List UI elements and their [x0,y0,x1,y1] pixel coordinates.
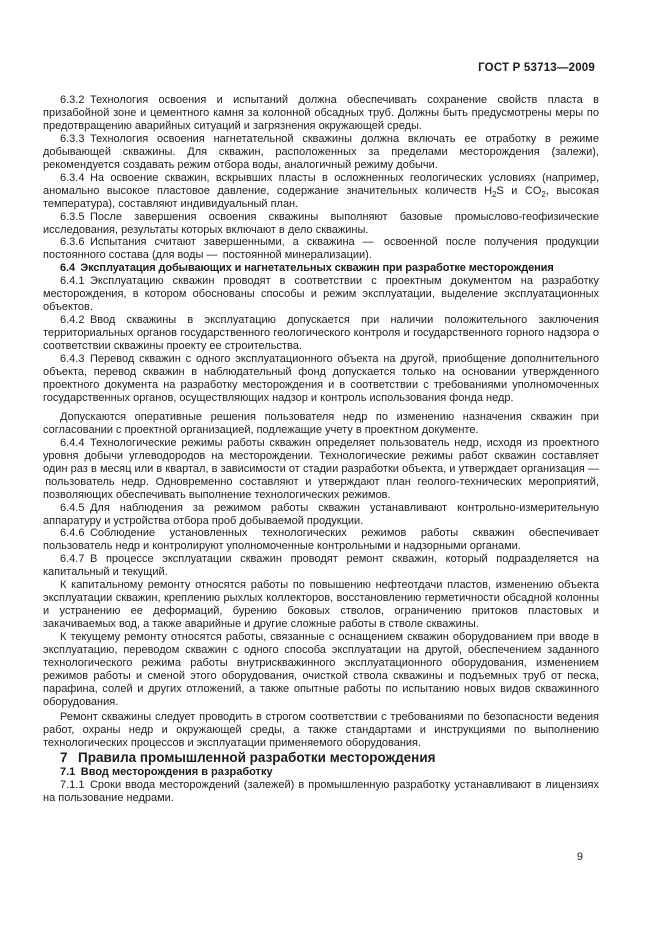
paragraph-6-4-4: 6.4.4 Технологические режимы работы скважин определяет пользователь недр, исходя из проектного уровня добычи углеводородов на месторождении. Технологические режимы работ скважин составляет один раз в месяц или в квартал, в зависимости от стадии разработки объекта, и утверждает организация — пользователь недр. Одновременно составляют и утверждают план геолого-технических мероприятий, позволяющих обеспечивать выполнение технологических режимов. [43,436,599,501]
subsection-heading-6-4: 6.4 Эксплуатация добывающих и нагнетательных скважин при разработке месторождения [60,262,554,275]
paragraph-repair-safety: Ремонт скважины следует проводить в строгом соответствии с требованиями по безопасности ведения работ, охраны недр и окружающей среды, а также стандартами и инструкциями по выполнению технологических процессов и эксплуатации применяемого оборудования. [43,710,599,749]
paragraph-6-4-2: 6.4.2 Ввод скважины в эксплуатацию допускается при наличии положительного заключения территориальных органов государственного геологического контроля и государственного горного надзора о соответствии скважины проекту ее строительства. [43,314,599,353]
paragraph-6-3-5: 6.3.5 После завершения освоения скважины выполняют базовые промыслово-геофизические исследования, результаты которых включают в дело скважины. [43,210,599,236]
paragraph-6-3-3: 6.3.3 Технология освоения нагнетательной скважины должна включать ее отработку в режиме добывающей скважины. Для скважин, расположенных за пределами месторождения (залежи), рекомендуется создавать режим отбора воды, аналогичный режиму добычи. [43,132,599,171]
paragraph-operative-decisions: Допускаются оперативные решения пользователя недр по изменению назначения скважин при согласовании с проектной организацией, подлежащие учету в проектном документе. [43,410,599,436]
subscript-co2: 2 [541,189,546,199]
paragraph-7-1-1: 7.1.1 Сроки ввода месторождений (залежей) в промышленную разработку устанавливают в лицензиях на пользование недрами. [43,778,599,804]
subscript-h2s: 2 [492,189,497,199]
document-body [43,94,599,805]
paragraph-6-4-7: 6.4.7 В процессе эксплуатации скважин проводят ремонт скважин, который подразделяется на капитальный и текущий. [43,553,599,579]
paragraph-current-repair: К текущему ремонту относятся работы, связанные с оснащением скважин оборудованием при вводе в эксплуатацию, переводом скважин с одного способа эксплуатации на другой, обеспечением заданного технологического режима работы внутрискважинного эксплуатационного оборудования, изменением режимов работы и сменой этого оборудования, очисткой ствола скважины и подъемных труб от песка, парафина, солей и других отложений, а также опытные работы по испытанию новых видов скважинного оборудования. [43,631,599,708]
document-header-standard-code: ГОСТ Р 53713—2009 [478,62,595,74]
paragraph-6-4-1: 6.4.1 Эксплуатацию скважин проводят в соответствии с проектным документом на разработку месторождения, в котором обоснованы способы и режим эксплуатации, выделение эксплуатационных объектов. [43,275,599,314]
page-number: 9 [576,851,583,863]
paragraph-6-3-4-text: , высокая температура), составляют индивидуальный план. [43,184,600,210]
paragraph-6-3-2: 6.3.2 Технология освоения и испытаний должна обеспечивать сохранение свойств пласта в призабойной зоне и цементного камня за колонной обсадных труб. Должны быть предусмотрены меры по предотвращению аварийных ситуаций и загрязнения окружающей среды. [43,94,599,132]
paragraph-6-4-3: 6.4.3 Перевод скважин с одного эксплуатационного объекта на другой, приобщение дополнительного объекта, перевод скважин в наблюдательный фонд допускается только на основании утвержденного проектного документа на разработку месторождения и в соответствии с требованиями уполномоченных государственных органов, осуществляющих надзор и контроль использования фонда недр. [43,353,599,404]
section-heading-7: 7 Правила промышленной разработки месторождения [60,749,436,765]
paragraph-6-4-5: 6.4.5 Для наблюдения за режимом работы скважин устанавливают контрольно-измерительную аппаратуру и устройства отбора проб добываемой продукции. [43,501,599,527]
subsection-heading-7-1: 7.1 Ввод месторождения в разработку [60,765,273,778]
paragraph-capital-repair: К капитальному ремонту относятся работы по повышению нефтеотдачи пластов, изменению объекта эксплуатации скважин, креплению рыхлых коллекторов, восстановлению герметичности обсадной колонны и устранению ее деформаций, бурению боковых стволов, ограничению притоков пластовых и закачиваемых вод, а также аварийные и другие сложные работы в стволе скважины. [43,579,599,631]
paragraph-6-3-4-text: 6.3.4 На освоение скважин, вскрывших пласты в осложненных геологических условиях (например, аномально высокое пластовое давление, содержание значительных количеств H [43,171,599,197]
paragraph-6-3-6: 6.3.6 Испытания считают завершенными, а скважина — освоенной после получения продукции постоянного состава (для воды — постоянной минерализации). [43,236,599,262]
paragraph-6-4-6: 6.4.6 Соблюдение установленных технологических режимов работы скважин обеспечивает пользователь недр и контролируют уполномоченные контрольными и надзорными органами. [43,527,599,553]
paragraph-6-3-4 [43,172,599,211]
paragraph-6-3-4-text: S и CO [496,184,542,197]
